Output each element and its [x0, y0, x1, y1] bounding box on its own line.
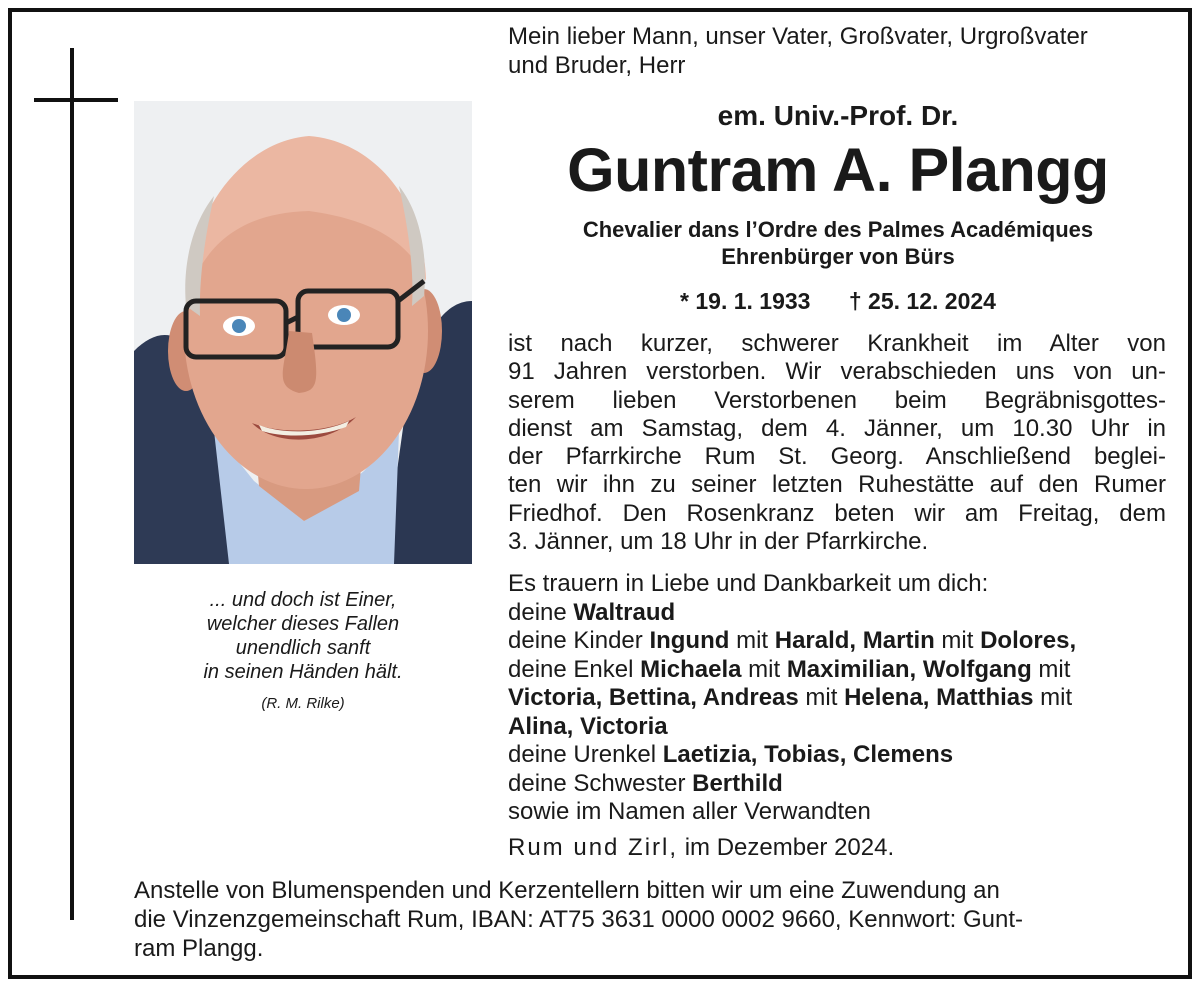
- deceased-name: Guntram A. Plangg: [567, 136, 1109, 204]
- donation-line: ram Plangg.: [134, 935, 264, 962]
- quote-source: (R. M. Rilke): [261, 695, 345, 712]
- mourner-line: [508, 599, 1168, 628]
- donation-line: Anstelle von Blumenspenden und Kerzentellern bitten wir um eine Zuwendung an: [134, 877, 1000, 904]
- intro-line: und Bruder, Herr: [508, 52, 686, 79]
- announcement-line: der Pfarrkirche Rum St. Georg. Anschließend beglei-: [508, 443, 1166, 471]
- intro-line: Mein lieber Mann, unser Vater, Großvater, Urgroßvater: [508, 23, 1088, 50]
- mourner-line: [508, 741, 1168, 770]
- mourner-connector: mit: [798, 684, 845, 711]
- mourner-line: sowie im Namen aller Verwandten: [508, 798, 871, 825]
- honor-line: Ehrenbürger von Bürs: [721, 244, 955, 269]
- place-date: im Dezember 2024.: [678, 834, 895, 861]
- mourner-line: [508, 684, 1168, 713]
- death-date: † 25. 12. 2024: [848, 288, 996, 314]
- mourner-name: Michaela: [640, 655, 742, 683]
- mourner-line: [508, 656, 1168, 685]
- mourner-line: [508, 627, 1168, 656]
- honors: [500, 216, 1176, 270]
- place-name: Rum und Zirl,: [508, 834, 679, 861]
- honor-line: Chevalier dans l’Ordre des Palmes Académiques: [582, 217, 1094, 242]
- mourner-name: Maximilian, Wolfgang: [786, 655, 1032, 683]
- academic-title: em. Univ.-Prof. Dr.: [717, 100, 959, 131]
- intro-text: [508, 22, 1168, 80]
- announcement-text: [508, 330, 1166, 556]
- mourner-connector: mit: [741, 655, 787, 683]
- mourner-name: Victoria, Bettina, Andreas: [508, 684, 799, 711]
- mourner-relation: deine Schwester: [508, 769, 693, 797]
- announcement-line: dienst am Samstag, dem 4. Jänner, um 10.30 Uhr in: [508, 414, 1166, 442]
- mourner-relation: deine Enkel: [508, 655, 641, 683]
- mourner-relation: deine: [508, 598, 574, 626]
- quote-line: welcher dieses Fallen: [206, 613, 400, 635]
- mourner-name: Berthild: [692, 769, 783, 797]
- portrait-photo: [134, 101, 472, 564]
- donation-note: [134, 876, 1166, 963]
- mourner-connector: mit: [934, 627, 981, 654]
- mourner-name: Waltraud: [573, 598, 676, 626]
- mourner-name: Ingund: [649, 627, 730, 654]
- quote-line: ... und doch ist Einer,: [209, 589, 397, 611]
- mourner-connector: mit: [729, 627, 775, 654]
- portrait-illustration: [134, 101, 472, 564]
- cross-horizontal-bar: [34, 98, 118, 102]
- mourners-list: [508, 570, 1168, 827]
- announcement-line: ist nach kurzer, schwerer Krankheit im Alter von: [508, 330, 1166, 357]
- announcement-line: 3. Jänner, um 18 Uhr in der Pfarrkirche.: [508, 528, 929, 556]
- mourner-name: Harald, Martin: [774, 627, 935, 654]
- mourner-line: [508, 713, 1168, 742]
- cross-vertical-bar: [70, 48, 74, 920]
- mourners-heading: Es trauern in Liebe und Dankbarkeit um dich:: [508, 570, 989, 597]
- mourner-name: Laetizia, Tobias, Clemens: [662, 741, 954, 768]
- quote-line: unendlich sanft: [235, 637, 371, 659]
- place-and-date: [508, 834, 894, 862]
- announcement-line: ten wir ihn zu seiner letzten Ruhestätte auf den Rumer: [508, 471, 1166, 499]
- mourner-name: Alina, Victoria: [508, 712, 668, 740]
- mourner-relation: deine Kinder: [508, 627, 650, 654]
- mourner-connector: mit: [1033, 684, 1073, 711]
- mourner-name: Helena, Matthias: [844, 684, 1034, 711]
- announcement-line: serem lieben Verstorbenen beim Begräbnisgottes-: [508, 386, 1166, 414]
- mourner-relation: deine Urenkel: [508, 741, 663, 768]
- announcement-line: Friedhof. Den Rosenkranz beten wir am Freitag, dem: [508, 499, 1166, 527]
- quote-line: in seinen Händen hält.: [203, 661, 403, 683]
- mourner-connector: mit: [1031, 655, 1071, 683]
- mourner-name: Dolores,: [980, 627, 1077, 654]
- donation-line: die Vinzenzgemeinschaft Rum, IBAN: AT75 3631 0000 0002 9660, Kennwort: Gunt-: [134, 906, 1023, 933]
- announcement-line: 91 Jahren verstorben. Wir verabschieden uns von un-: [508, 358, 1166, 386]
- rilke-quote: [134, 588, 472, 716]
- life-dates: [508, 288, 1168, 315]
- mourner-line: [508, 770, 1168, 799]
- birth-date: * 19. 1. 1933: [680, 288, 811, 314]
